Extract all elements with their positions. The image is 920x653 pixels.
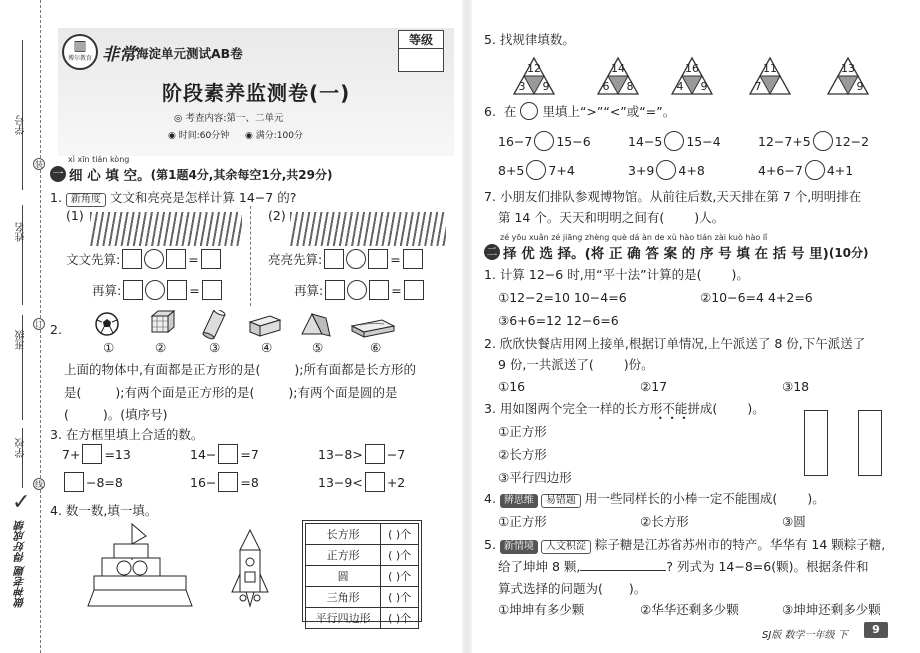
c3-option-2[interactable]: ②长方形 (498, 447, 547, 462)
mark-xian: 线 (35, 480, 43, 489)
q2-label-3: ③ (209, 340, 221, 355)
answer-box[interactable] (365, 472, 385, 492)
answer-box[interactable] (368, 249, 388, 269)
exam-time: ◉ 时间:60分钟 (168, 131, 230, 141)
sec1-heading (50, 164, 332, 184)
triangle-left-number: 7 (754, 80, 762, 93)
c2-option-2[interactable]: ②17 (640, 379, 668, 394)
answer-box[interactable] (324, 249, 344, 269)
q1-wen-first-row: 文文先算: = (66, 249, 221, 269)
q6-stem: 6. 在 里填上“>”“<”或“=”。 (484, 103, 676, 119)
mark-ding: 订 (35, 320, 43, 329)
field-line-3 (22, 315, 23, 420)
field-line-1 (22, 40, 23, 190)
q3-item-2: 14− =7 (190, 444, 259, 464)
c3-stem: 3. 用如图两个完全一样的长方形不能拼成( )。 (484, 401, 765, 416)
q1-part1-label: (1) (66, 208, 84, 223)
q2-label-2: ② (155, 340, 167, 355)
answer-cell[interactable]: ( )个 (381, 566, 419, 587)
q6-item-2: 14−5 15−4 (628, 131, 721, 151)
c5-option-2[interactable]: ②华华还剩多少颗 (640, 602, 739, 617)
answer-box[interactable] (218, 472, 238, 492)
c4-option-3[interactable]: ③圆 (782, 514, 806, 529)
scope-icon: ◎ (174, 113, 186, 124)
q3-item-1: 7+ =13 (62, 444, 131, 464)
label-class: 班级 (16, 330, 27, 350)
cylinder-can-icon (202, 310, 226, 340)
answer-cell[interactable]: ( )个 (381, 608, 419, 629)
c3-rectangle-a (804, 410, 828, 476)
q6-item-1: 16−7 15−6 (498, 131, 591, 151)
c4-option-1[interactable]: ①正方形 (498, 514, 547, 529)
q2-line-1: 上面的物体中,有面都是正方形的是( );所有面都是长方形的 (64, 362, 416, 377)
soccer-ball-icon (96, 313, 118, 335)
exam-full-score: ◉ 满分:100分 (245, 131, 303, 141)
triangle-right-number: 8 (626, 80, 634, 93)
q1-sticks-1 (90, 212, 242, 246)
c2-line-2: 9 份,一共派送了( )份。 (498, 357, 654, 372)
table-row: 长方形 ( )个 (306, 524, 419, 545)
answer-box[interactable] (403, 249, 423, 269)
label-student-id: 学号 (16, 115, 27, 135)
q1-part2-label: (2) (268, 208, 286, 223)
c2-option-1[interactable]: ①16 (498, 379, 526, 394)
q6-item-4: 8+5 7+4 (498, 160, 575, 180)
c5-line-1: 5. 新情境 人文积淀 粽子糖是江苏省苏州市的特产。华华有 14 颗粽子糖, (484, 537, 886, 552)
answer-box[interactable] (167, 280, 187, 300)
triangle-top-number: 12 (527, 62, 541, 75)
page-title: 阶段素养监测卷(一) (162, 81, 351, 105)
footer-edition: SJ版 数学一年级 下 (762, 630, 848, 641)
sec1-points: (第1题4分,其余每空1分,共29分) (150, 167, 333, 182)
q6-item-6: 4+6−7 4+1 (758, 160, 853, 180)
sec1-number: 一 (50, 166, 66, 182)
c1-option-3[interactable]: ③6+6=12 12−6=6 (498, 313, 619, 328)
triangle-left-number: 6 (602, 80, 610, 93)
q2-objects (90, 310, 400, 340)
answer-circle[interactable] (346, 249, 366, 269)
triangle-top-number: 13 (841, 62, 855, 75)
label-name: 姓名 (16, 222, 27, 242)
compare-circle[interactable] (805, 160, 825, 180)
cuboid-block-icon (250, 316, 280, 336)
q1-wen-then-row: 再算: = (92, 280, 222, 300)
q2-label-6: ⑥ (370, 340, 382, 355)
c5-line-2: 给了坤坤 8 颗, ? 列式为 14−8=6(颗)。根据条件和 (498, 559, 869, 574)
q1-liang-then-row: 再算: = (294, 280, 424, 300)
side-slogan: 做神老题 得好成绩 (14, 520, 26, 608)
c5-line-3: 算式选择的问题为( )。 (498, 581, 647, 596)
q2-label-5: ⑤ (312, 340, 324, 355)
sec1-title: 细 心 填 空。 (69, 168, 151, 184)
q7-line-2: 第 14 个。天天和明明之间有( )人。 (498, 210, 725, 225)
triangle-right-number: 9 (856, 80, 864, 93)
q4-stem: 4. 数一数,填一填。 (50, 503, 158, 518)
logo (62, 34, 98, 70)
q2-label-1: ① (103, 340, 115, 355)
c2-line-1: 2. 欣欣快餐店用网上接单,根据订单情况,上午派送了 8 份,下午派送了 (484, 336, 866, 351)
c4-option-2[interactable]: ②长方形 (640, 514, 689, 529)
wood-board-icon (352, 320, 394, 337)
triangle-left-number: 4 (676, 80, 684, 93)
sec2-heading (484, 242, 869, 262)
mark-zhuang: 装 (35, 160, 43, 169)
answer-circle[interactable] (347, 280, 367, 300)
sec2-number: 二 (484, 244, 500, 260)
answer-box[interactable] (202, 280, 222, 300)
exam-scope: ◎ 考查内容:第一、二单元 (174, 113, 284, 124)
triangle-left-number: 3 (518, 80, 526, 93)
answer-box[interactable] (404, 280, 424, 300)
slogan-check-icon: ✓ (12, 490, 31, 515)
table-row: 三角形 ( )个 (306, 587, 419, 608)
compare-circle[interactable] (664, 131, 684, 151)
c3-option-1[interactable]: ①正方形 (498, 424, 547, 439)
c5-tag2: 人文积淀 (541, 540, 591, 554)
table-row: 圆 ( )个 (306, 566, 419, 587)
page-fold (462, 0, 472, 653)
answer-box[interactable] (82, 444, 102, 464)
answer-circle[interactable] (145, 280, 165, 300)
answer-box[interactable] (122, 249, 142, 269)
c5-option-3[interactable]: ③坤坤还剩多少颗 (782, 602, 881, 617)
q1-sticks-2 (290, 212, 446, 246)
sec2-pinyin: zé yōu xuǎn zé jiāng zhèng què dá àn de xù hào tián zài kuò hào lǐ (500, 233, 768, 242)
rubik-cube-icon (152, 311, 174, 332)
q6-item-5: 3+9 4+8 (628, 160, 705, 180)
field-line-4 (22, 428, 23, 488)
q3-stem: 3. 在方框里填上合适的数。 (50, 427, 204, 442)
q6-item-3: 12−7+5 12−2 (758, 131, 869, 151)
q3-item-3: 13−8> −7 (318, 444, 405, 464)
q4-rocket-figure (228, 528, 272, 610)
c1-option-2[interactable]: ②10−6=4 4+2=6 (700, 290, 813, 305)
answer-box[interactable] (325, 280, 345, 300)
answer-box[interactable] (166, 249, 186, 269)
q2-line-3: ( )。(填序号) (64, 407, 168, 422)
grade-label: 等级 (399, 31, 443, 49)
brand-name: 非常 (102, 45, 136, 65)
triangular-prism-icon (302, 314, 330, 336)
q2-number: 2. (50, 322, 62, 337)
compare-circle[interactable] (534, 131, 554, 151)
answer-box[interactable] (369, 280, 389, 300)
check-circle-icon: ◉ (245, 131, 256, 141)
c1-option-1[interactable]: ①12−2=10 10−4=6 (498, 290, 627, 305)
logo-text: 博尔教育 (67, 55, 92, 62)
answer-box[interactable] (64, 472, 84, 492)
c3-rectangle-b (858, 410, 882, 476)
answer-box[interactable] (123, 280, 143, 300)
answer-cell[interactable]: ( )个 (381, 587, 419, 608)
triangle-top-number: 16 (685, 62, 699, 75)
field-line-2 (22, 205, 23, 305)
table-row: 平行四边形 ( )个 (306, 608, 419, 629)
compare-circle[interactable] (656, 160, 676, 180)
answer-box[interactable] (365, 444, 385, 464)
c4-tag: 辨思维 (500, 494, 538, 508)
q7-line-1: 7. 小朋友们排队参观博物馆。从前往后数,天天排在第 7 个,明明排在 (484, 189, 862, 204)
q4-count-table (305, 523, 419, 629)
q3-item-6: 13−9< +2 (318, 472, 405, 492)
triangle-top-number: 11 (763, 62, 777, 75)
compare-circle[interactable] (813, 131, 833, 151)
answer-circle[interactable] (144, 249, 164, 269)
c4-stem: 4. 辨思维 易错题 用一些同样长的小棒一定不能围成( )。 (484, 491, 825, 506)
q5-stem: 5. 找规律填数。 (484, 32, 575, 47)
c5-option-1[interactable]: ①坤坤有多少颗 (498, 602, 585, 617)
triangle-right-number: 9 (700, 80, 708, 93)
q1-stem: 1. 新角度 文文和亮亮是怎样计算 14−7 的? (50, 190, 297, 205)
c2-option-3[interactable]: ③18 (782, 379, 810, 394)
q1-divider (250, 206, 251, 306)
c1-stem: 1. 计算 12−6 时,用“平十法”计算的是( )。 (484, 267, 749, 282)
emphasis-dots: ••• (658, 414, 694, 423)
triangle-right-number: 9 (542, 80, 550, 93)
c5-tag: 新情境 (500, 540, 538, 554)
table-row: 正方形 ( )个 (306, 545, 419, 566)
q1-tag: 新角度 (66, 193, 106, 207)
clock-icon: ◉ (168, 131, 179, 141)
sec2-title: 择 优 选 择。(将 正 确 答 案 的 序 号 填 在 括 号 里) (503, 246, 829, 262)
answer-box[interactable] (218, 444, 238, 464)
q4-table-frame (302, 520, 422, 625)
q3-item-4: −8=8 (62, 472, 123, 492)
series-name: 海淀单元测试AB卷 (136, 46, 243, 61)
q2-line-2: 是( );有两个面是正方形的是( );有两个面是圆的是 (64, 385, 398, 400)
c4-tag2: 易错题 (541, 494, 581, 508)
grade-box (398, 30, 444, 72)
q2-label-4: ④ (261, 340, 273, 355)
sec2-points: (10分) (828, 245, 869, 260)
answer-box[interactable] (201, 249, 221, 269)
answer-cell[interactable]: ( )个 (381, 524, 419, 545)
logo-building-icon: ▥ (73, 38, 87, 54)
example-circle (520, 102, 538, 120)
q4-ship-figure (84, 522, 204, 612)
sec1-pinyin: xì xīn tián kòng (68, 155, 130, 164)
q1-liang-first-row: 亮亮先算: = (268, 249, 423, 269)
triangle-top-number: 14 (611, 62, 625, 75)
footer-page-number: 9 (864, 622, 888, 638)
answer-cell[interactable]: ( )个 (381, 545, 419, 566)
label-school: 学校 (16, 438, 27, 458)
compare-circle[interactable] (526, 160, 546, 180)
q3-item-5: 16− =8 (190, 472, 259, 492)
c3-option-3[interactable]: ③平行四边形 (498, 470, 572, 485)
answer-blank[interactable] (580, 570, 666, 571)
